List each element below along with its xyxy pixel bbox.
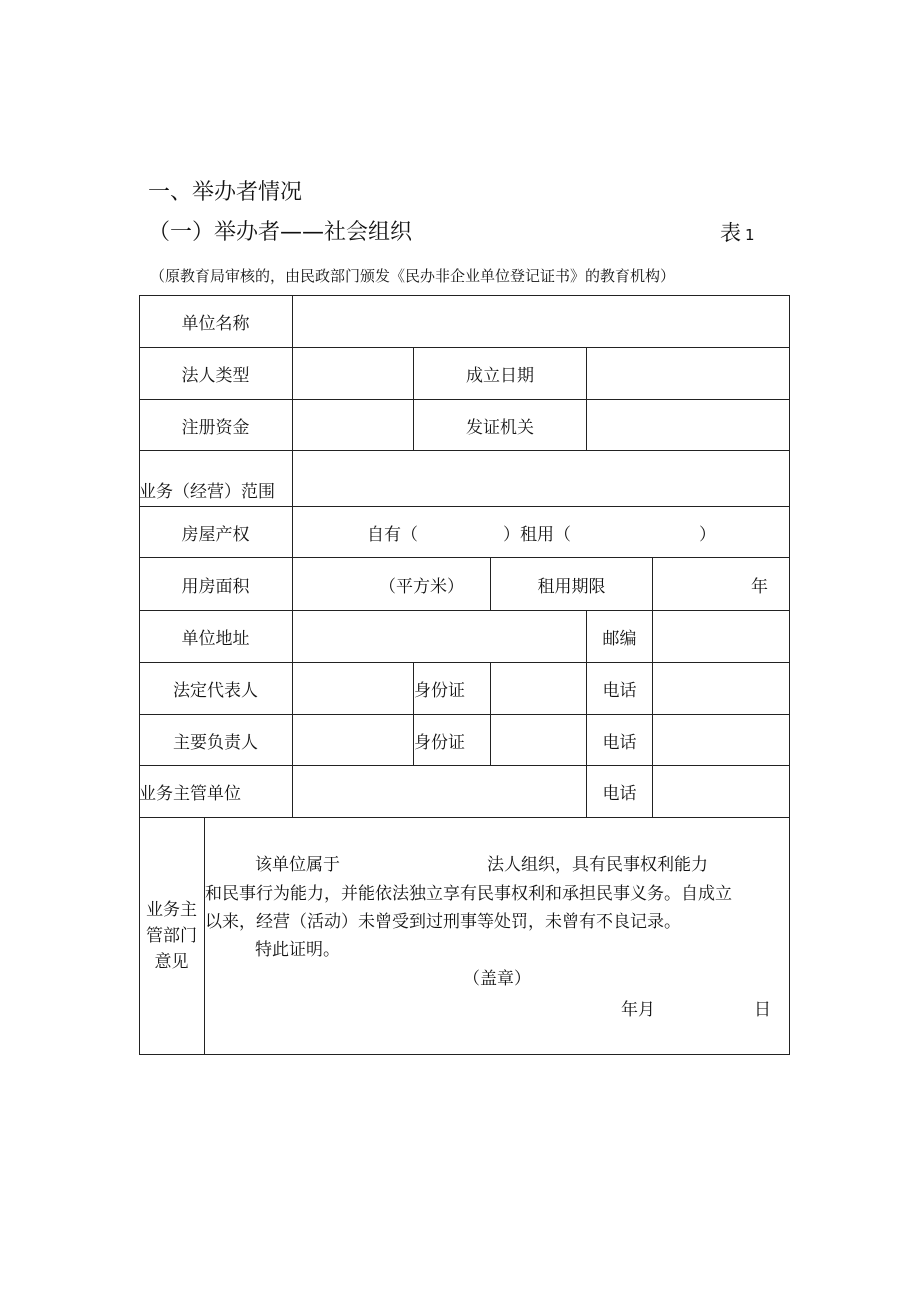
opinion-line1b: 法人组织，具有民事权利能力 — [487, 855, 708, 875]
table-label — [720, 217, 755, 247]
date-day: 日 — [754, 1000, 771, 1020]
address-input[interactable] — [293, 611, 587, 663]
registration-form — [139, 295, 790, 1055]
postcode-input[interactable] — [653, 611, 790, 663]
seal-text: （盖章） — [463, 969, 531, 989]
opinion-label-line1: 业务主 — [146, 900, 197, 920]
unit-name-input[interactable] — [293, 295, 790, 348]
note-text: （原教育局审核的，由民政部门颁发《民办非企业单位登记证书》的教育机构） — [150, 267, 676, 285]
opinion-line4: 特此证明。 — [255, 940, 340, 960]
rent-option: ）租用（ — [503, 524, 571, 545]
opinion-content — [205, 818, 790, 1055]
table-number: 1 — [745, 226, 755, 244]
subsection-title: （一）举办者——社会组织 — [148, 220, 413, 245]
supervisor-unit-input[interactable] — [293, 766, 587, 818]
business-scope-label: 业务（经营）范围 — [139, 451, 293, 507]
legal-rep-input[interactable] — [293, 663, 414, 715]
established-date-input[interactable] — [587, 348, 790, 400]
principal-label: 主要负责人 — [139, 715, 293, 766]
opinion-line1a: 该单位属于 — [255, 855, 340, 875]
lease-term-label: 租用期限 — [491, 558, 653, 611]
registered-capital-label: 注册资金 — [139, 400, 293, 451]
opinion-label-line3: 意见 — [154, 952, 189, 972]
issuing-authority-label: 发证机关 — [414, 400, 587, 451]
unit-name-label: 单位名称 — [139, 295, 293, 348]
property-right-label: 房屋产权 — [139, 507, 293, 558]
opinion-line3: 以来，经营（活动）未曾受到过刑事等处罚，未曾有不良记录。 — [205, 912, 681, 932]
registered-capital-input[interactable] — [293, 400, 414, 451]
legal-rep-id-label: 身份证 — [414, 663, 491, 715]
opinion-label — [139, 818, 205, 1055]
lease-term-input[interactable] — [653, 558, 790, 611]
principal-id-label: 身份证 — [414, 715, 491, 766]
legal-rep-phone-input[interactable] — [653, 663, 790, 715]
business-scope-input[interactable] — [293, 451, 790, 507]
close-paren: ） — [699, 524, 716, 545]
opinion-line2: 和民事行为能力，并能依法独立享有民事权利和承担民事义务。自成立 — [205, 884, 732, 904]
principal-phone-input[interactable] — [653, 715, 790, 766]
principal-phone-label: 电话 — [587, 715, 653, 766]
legal-rep-phone-label: 电话 — [587, 663, 653, 715]
established-date-label: 成立日期 — [414, 348, 587, 400]
issuing-authority-input[interactable] — [587, 400, 790, 451]
supervisor-unit-label: 业务主管单位 — [139, 766, 293, 818]
date-year-month: 年月 — [621, 1000, 655, 1020]
area-label: 用房面积 — [139, 558, 293, 611]
year-unit: 年 — [751, 576, 768, 597]
own-option: 自有（ — [367, 524, 418, 545]
legal-type-label: 法人类型 — [139, 348, 293, 400]
area-input[interactable] — [293, 558, 491, 611]
section-title: 一、举办者情况 — [148, 180, 303, 205]
sqm-unit: （平方米） — [379, 576, 464, 597]
table-label-text: 表 — [720, 221, 741, 245]
principal-input[interactable] — [293, 715, 414, 766]
supervisor-phone-input[interactable] — [653, 766, 790, 818]
property-right-field[interactable] — [293, 507, 790, 558]
legal-rep-label: 法定代表人 — [139, 663, 293, 715]
principal-id-input[interactable] — [491, 715, 587, 766]
address-label: 单位地址 — [139, 611, 293, 663]
opinion-label-line2: 管部门 — [146, 926, 197, 946]
supervisor-phone-label: 电话 — [587, 766, 653, 818]
legal-type-input[interactable] — [293, 348, 414, 400]
postcode-label: 邮编 — [587, 611, 653, 663]
legal-rep-id-input[interactable] — [491, 663, 587, 715]
